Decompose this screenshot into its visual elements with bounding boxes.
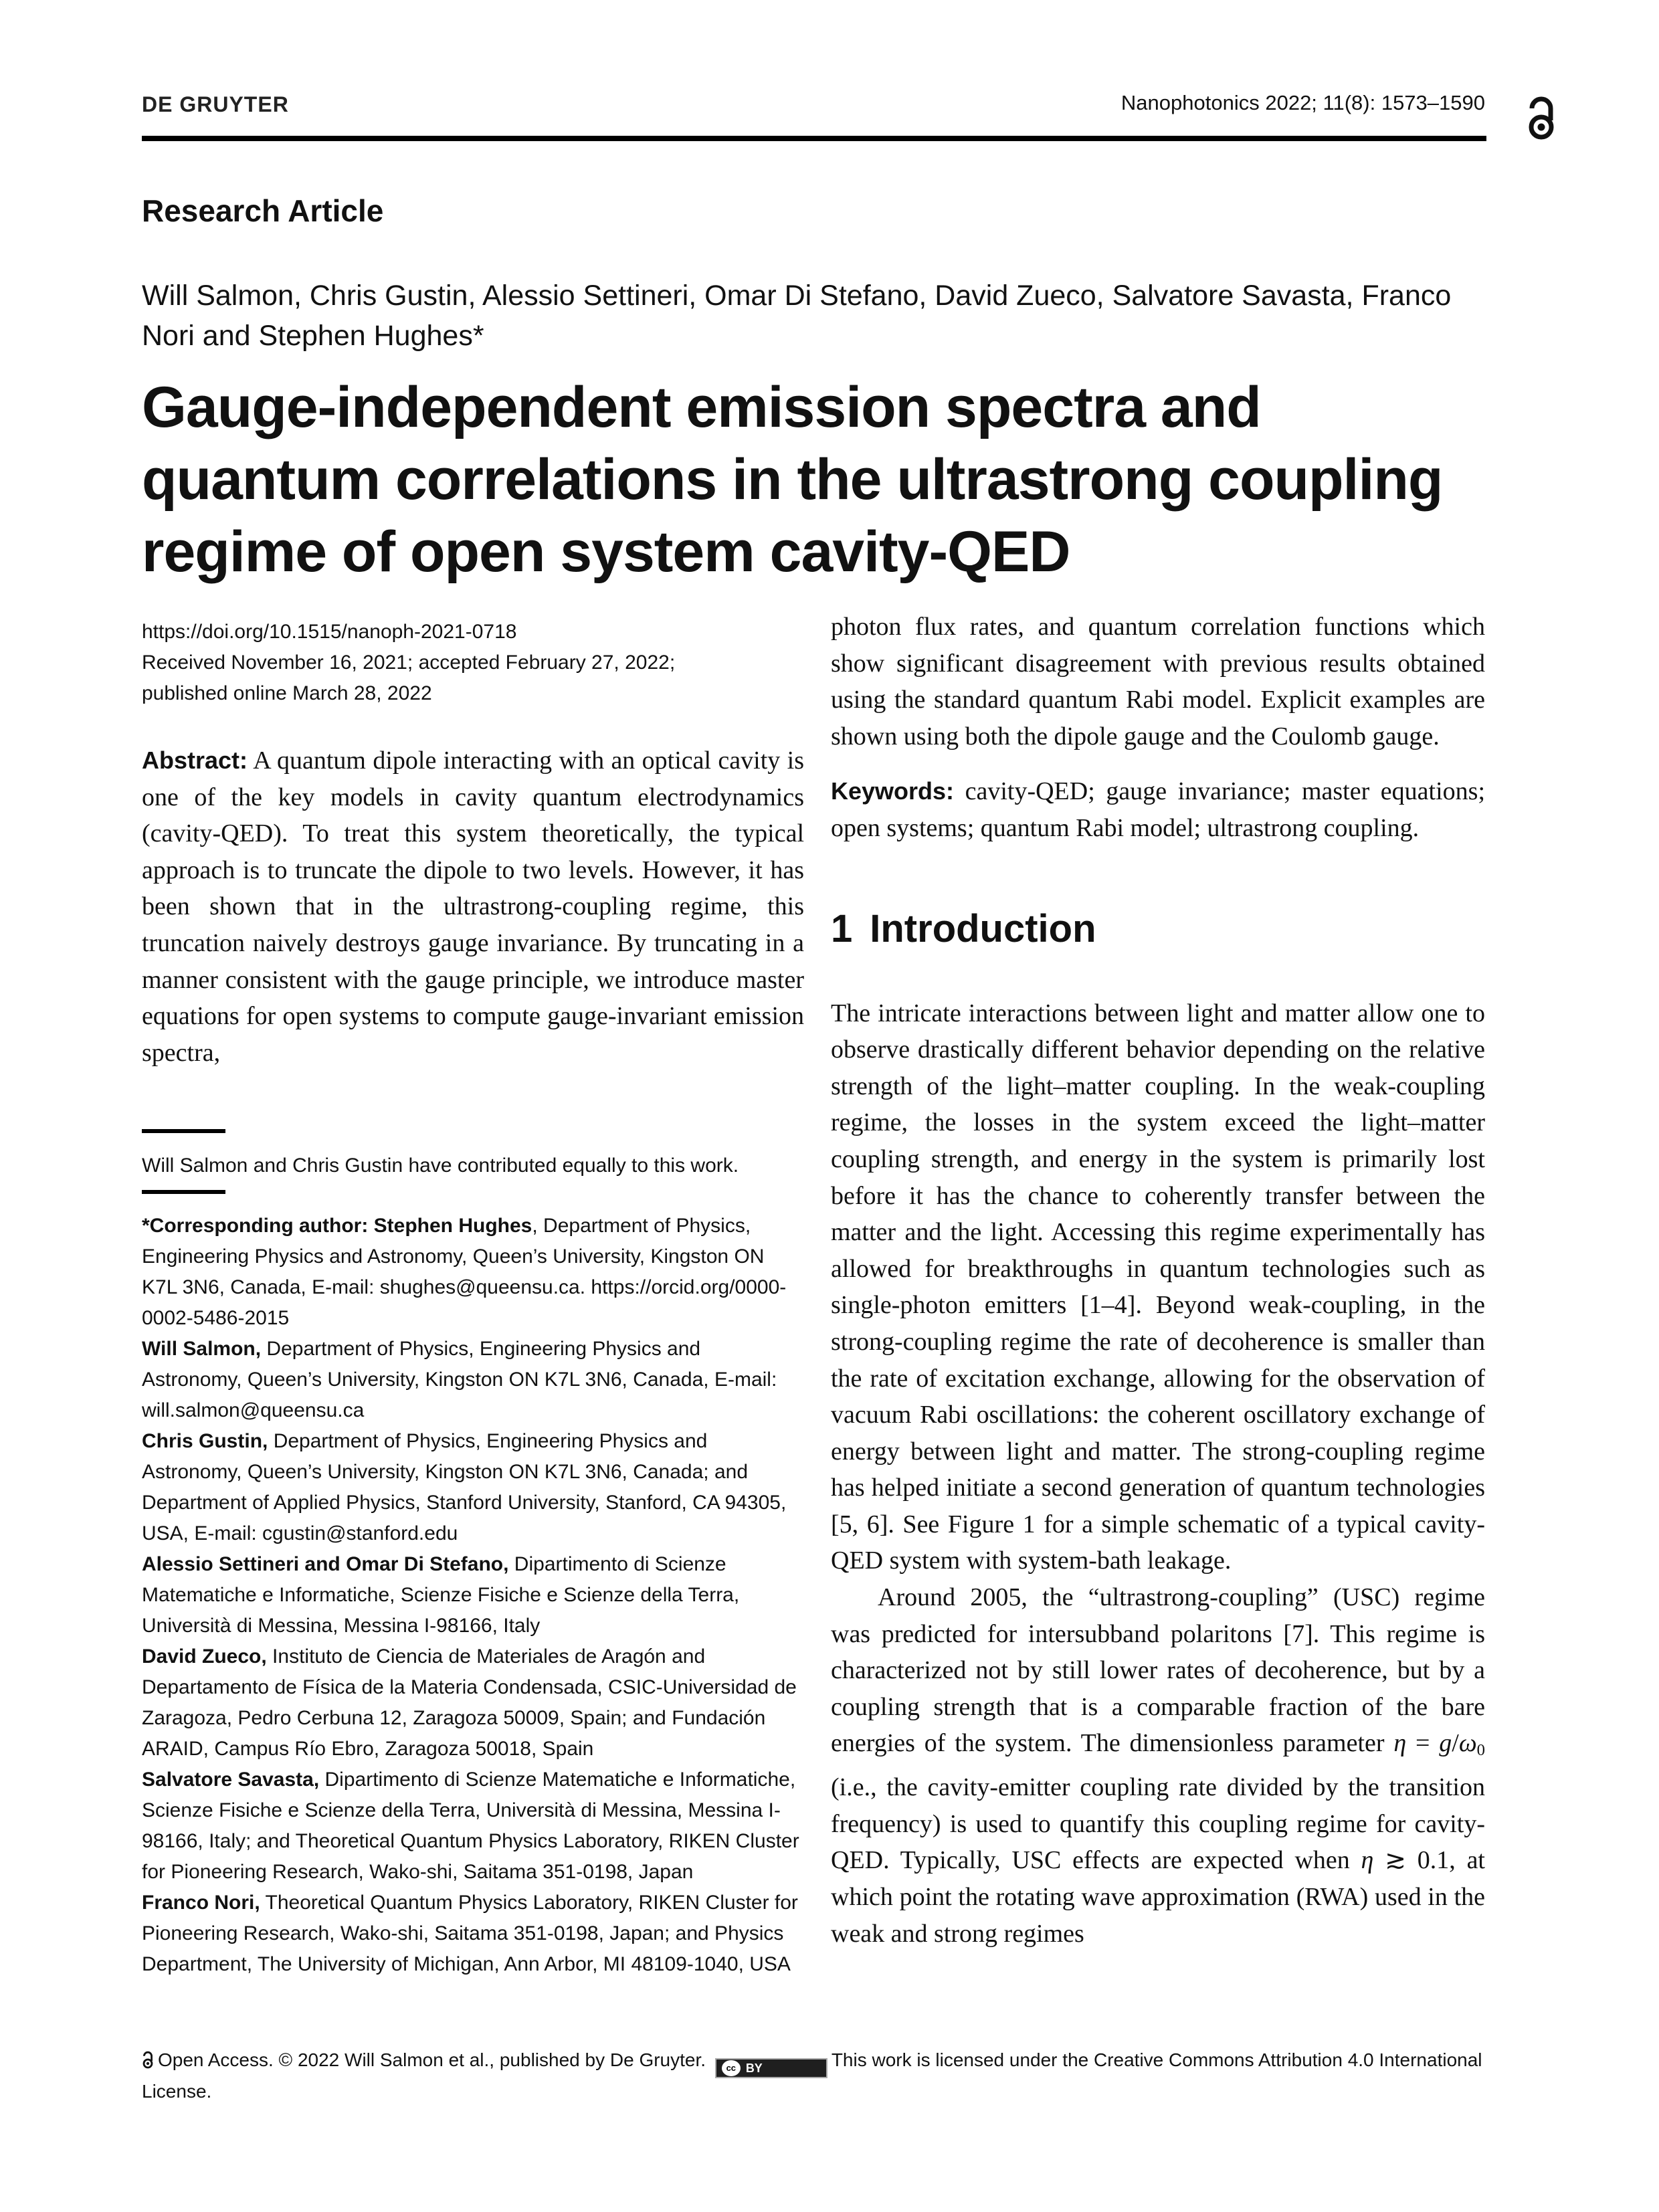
affiliation-author: *Corresponding author: Stephen Hughes [142,1215,532,1237]
g-symbol: g [1439,1729,1452,1758]
eta-symbol: η [1393,1729,1407,1758]
article-type: Research Article [142,193,384,228]
paragraph-text: (i.e., the cavity-emitter coupling rate divided by the transition frequency) is used to quantify this coupling regime for cavity-QED. Typically, USC effects are expected when [831,1773,1485,1875]
slash: / [1452,1729,1459,1758]
affiliation-item [142,1426,804,1549]
affiliation-item [142,1888,804,1980]
keywords [831,773,1485,846]
footnote-rule [142,1129,225,1133]
header-rule [142,136,1486,141]
affiliation-text: Department of Physics, Engineering Physics and Astronomy, Queen’s University, Kingston ON K7L 3N6, Canada, E-mail: will.salmon@queensu.ca [142,1338,777,1421]
affiliation-author: Will Salmon, [142,1338,262,1360]
affiliation-author: Franco Nori, [142,1892,260,1914]
publisher-name: DE GRUYTER [142,92,289,116]
keywords-label: Keywords: [831,777,955,805]
footnote-rule [142,1190,225,1194]
affiliation-item [142,1549,804,1641]
affiliation-author: Salvatore Savasta, [142,1769,320,1791]
equals-sign: = [1406,1729,1440,1758]
affiliation-item [142,1334,804,1426]
affiliation-author: Alessio Settineri and Omar Di Stefano, [142,1553,509,1575]
abstract [142,742,804,1071]
author-list: Will Salmon, Chris Gustin, Alessio Settineri, Omar Di Stefano, David Zueco, Salvatore Savasta, Franco Nori and Stephen Hughes* [142,280,1452,352]
published-date: published online March 28, 2022 [142,682,432,704]
section-title: Introduction [870,906,1096,950]
journal-citation: Nanophotonics 2022; 11(8): 1573–1590 [1120,91,1485,114]
affiliation-text: Dipartimento di Scienze Matematiche e Informatiche, Scienze Fisiche e Scienze della Terra, Università di Messina, Messina I-98166, Italy [142,1553,740,1637]
affiliation-text: , Department of Physics, Engineering Physics and Astronomy, Queen’s University, Kingston ON K7L 3N6, Canada, E-mail: shughes@queensu.ca. https://orcid.org/0000-0002-5486-2015 [142,1215,787,1329]
equal-contribution-note: Will Salmon and Chris Gustin have contributed equally to this work. [142,1154,739,1177]
license-text: This work is licensed under the Creative Commons Attribution 4.0 International License. [142,2049,1482,2102]
doi-link[interactable]: https://doi.org/10.1515/nanoph-2021-0718 [142,621,517,643]
affiliation-item [142,1211,804,1334]
license-footer [142,2047,1486,2105]
open-access-text: Open Access. © 2022 Will Salmon et al., published by De Gruyter. [158,2049,706,2070]
by-attribution-icon: BY [745,2062,763,2075]
cc-by-badge[interactable] [715,2058,827,2078]
omega-subscript: 0 [1476,1741,1486,1760]
affiliation-item [142,1641,804,1765]
omega-symbol: ω [1458,1729,1477,1758]
affiliation-text: Department of Physics, Engineering Physics and Astronomy, Queen’s University, Kingston ON K7L 3N6, Canada; and Department of Applied Physics, Stanford University, Stanford, CA 94305, USA, E-mail: cgustin@stanford.edu [142,1430,787,1544]
received-date: Received November 16, 2021; accepted February 27, 2022; [142,651,676,674]
intro-paragraph-1: The intricate interactions between light and matter allow one to observe drastically different behavior depending on the relative strength of the light–matter coupling. In the weak-coupling regime, the losses in the system exceed the light–matter coupling strength, and energy in the system is primarily lost before it has the chance to coherently transfer between the matter and the light. Accessing this regime experimentally has allowed for breakthroughs in quantum technologies such as single-photon emitters [1–4]. Beyond weak-coupling, in the strong-coupling regime the rate of decoherence is smaller than the rate of excitation exchange, allowing for the observation of vacuum Rabi oscillations: the coherent oscillatory exchange of energy between light and matter. The strong-coupling regime has helped initiate a second generation of quantum technologies [5, 6]. See Figure 1 for a simple schematic of a typical cavity-QED system with system-bath leakage. [831,999,1485,1575]
eta-symbol: η [1361,1846,1374,1875]
affiliations [142,1211,804,1980]
keywords-text: cavity-QED; gauge invariance; master equations; open systems; quantum Rabi model; ultrastrong coupling. [831,777,1485,842]
open-access-icon [142,2050,154,2069]
right-column [831,609,1485,1952]
affiliation-text: Instituto de Ciencia de Materiales de Aragón and Departamento de Física de la Materia Condensada, CSIC-Universidad de Zaragoza, Pedro Cerbuna 12, Zaragoza 50009, Spain; and Fundación ARAID, Campus Río Ebro, Zaragoza 50018, Spain [142,1645,797,1760]
affiliation-author: David Zueco, [142,1645,267,1668]
intro-paragraph-2 [831,1579,1485,1952]
paragraph-text: Around 2005, the “ultrastrong-coupling” (USC) regime was predicted for intersubband polaritons [7]. This regime is characterized not by still lower rates of decoherence, but by a coupling strength that is a comparable fraction of the bare energies of the system. The dimensionless parameter [831,1583,1485,1758]
abstract-text-part2: photon flux rates, and quantum correlation functions which show significant disagreement with previous results obtained using the standard quantum Rabi model. Explicit examples are shown using both the dipole gauge and the Coulomb gauge. [831,613,1485,750]
affiliation-text: Dipartimento di Scienze Matematiche e Informatiche, Scienze Fisiche e Scienze della Terra, Università di Messina, Messina I-98166, Italy; and Theoretical Quantum Physics Laboratory, RIKEN Cluster for Pioneering Research, Wako-shi, Saitama 351-0198, Japan [142,1769,799,1883]
section-heading-introduction [831,906,1485,952]
left-column [142,617,804,1071]
creative-commons-icon: cc [722,2060,741,2076]
abstract-text-part1: A quantum dipole interacting with an optical cavity is one of the key models in cavity quantum electrodynamics (cavity-QED). To treat this system theoretically, the typical approach is to truncate the dipole to two levels. However, it has been shown that in the ultrastrong-coupling regime, this truncation naively destroys gauge invariance. By truncating in a manner consistent with the gauge principle, we introduce master equations for open systems to compute gauge-invariant emission spectra, [142,746,804,1067]
abstract-label: Abstract: [142,746,248,774]
paragraph-text: ≳ 0.1, at which point the rotating wave approximation (RWA) used in the weak and strong regimes [831,1846,1485,1948]
open-access-icon [1527,94,1556,140]
affiliation-author: Chris Gustin, [142,1430,268,1452]
affiliation-text: Theoretical Quantum Physics Laboratory, RIKEN Cluster for Pioneering Research, Wako-shi, Saitama 351-0198, Japan; and Physics Department, The University of Michigan, Ann Arbor, MI 48109-1040, USA [142,1892,798,1975]
section-number: 1 [831,906,853,950]
affiliation-item [142,1765,804,1888]
article-title: Gauge-independent emission spectra and quantum correlations in the ultrastrong coupling regime of open system cavity-QED [142,375,1443,584]
